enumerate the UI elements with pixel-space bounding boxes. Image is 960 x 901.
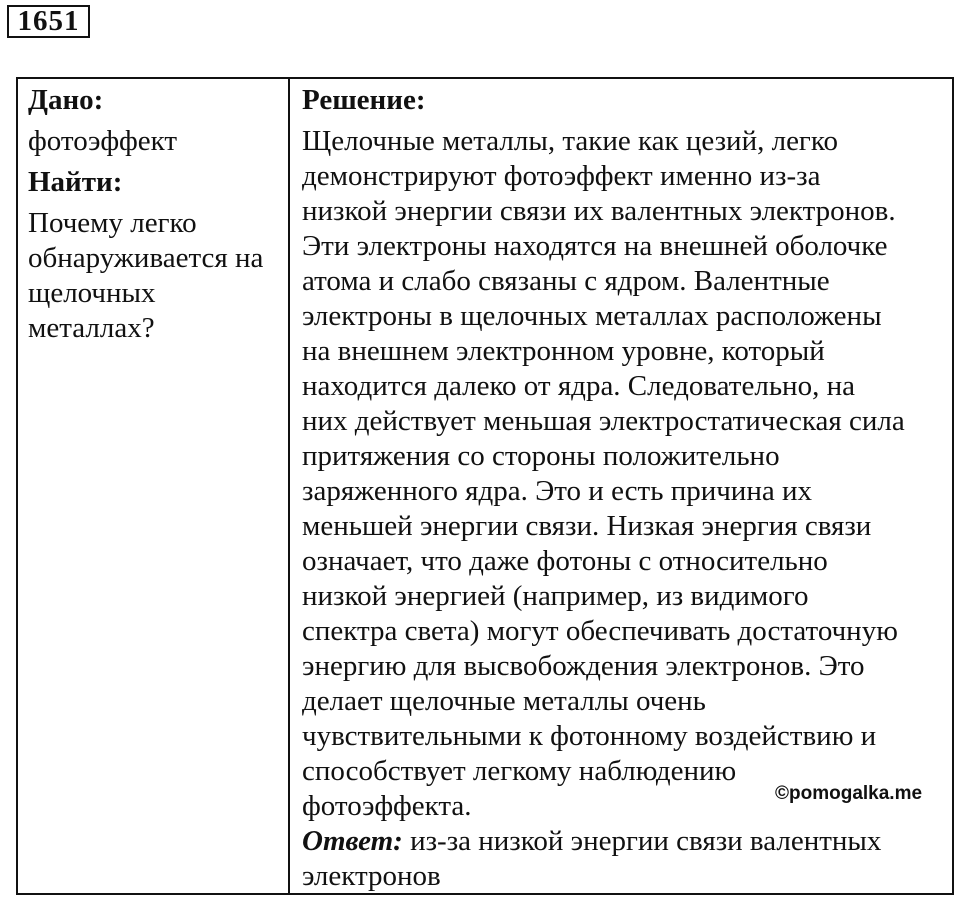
answer-line: [302, 824, 944, 859]
answer-label: Ответ:: [302, 825, 403, 857]
solution-line: Щелочные металлы, такие как цезий, легко: [302, 125, 838, 157]
answer-text: из-за низкой энергии связи валентных: [402, 825, 882, 857]
find-line: обнаруживается на: [28, 242, 264, 274]
find-line: металлах?: [28, 312, 155, 344]
find-heading: Найти:: [28, 166, 123, 198]
solution-column: [290, 79, 952, 893]
solution-line: электроны в щелочных металлах расположены: [302, 300, 882, 332]
solution-line: находится далеко от ядра. Следовательно, на: [302, 370, 855, 402]
solution-line: демонстрируют фотоэффект именно из-за: [302, 160, 821, 192]
find-question: [28, 206, 280, 346]
solution-line: заряженного ядра. Это и есть причина их: [302, 475, 812, 507]
solution-heading: Решение:: [302, 84, 426, 116]
solution-line: них действует меньшая электростатическая сила: [302, 405, 905, 437]
problem-number: 1651: [17, 5, 80, 37]
solution-line: низкой энергией (например, из видимого: [302, 580, 809, 612]
find-line: щелочных: [28, 277, 156, 309]
solution-line: Эти электроны находятся на внешней оболочке: [302, 230, 888, 262]
solution-line: фотоэффекта.: [302, 790, 472, 822]
solution-line: энергию для высвобождения электронов. Это: [302, 650, 865, 682]
solution-line: чувствительными к фотонному воздействию и: [302, 720, 877, 752]
solution-line: на внешнем электронном уровне, который: [302, 335, 825, 367]
solution-table: [16, 77, 954, 895]
solution-line: делает щелочные металлы очень: [302, 685, 706, 717]
given-value: фотоэффект: [28, 125, 177, 157]
solution-line: спектра света) могут обеспечивать достаточную: [302, 615, 898, 647]
answer-line-continued: электронов: [302, 860, 441, 892]
solution-line: меньшей энергии связи. Низкая энергия связи: [302, 510, 872, 542]
solution-line: притяжения со стороны положительно: [302, 440, 780, 472]
solution-line: способствует легкому наблюдению: [302, 755, 737, 787]
given-heading: Дано:: [28, 84, 104, 116]
solution-line: означает, что даже фотоны с относительно: [302, 545, 828, 577]
problem-number-box: [7, 5, 90, 38]
watermark: ©pomogalka.me: [775, 783, 923, 804]
solution-line: низкой энергии связи их валентных электронов.: [302, 195, 896, 227]
given-column: [18, 79, 290, 893]
solution-line: атома и слабо связаны с ядром. Валентные: [302, 265, 830, 297]
find-line: Почему легко: [28, 207, 197, 239]
